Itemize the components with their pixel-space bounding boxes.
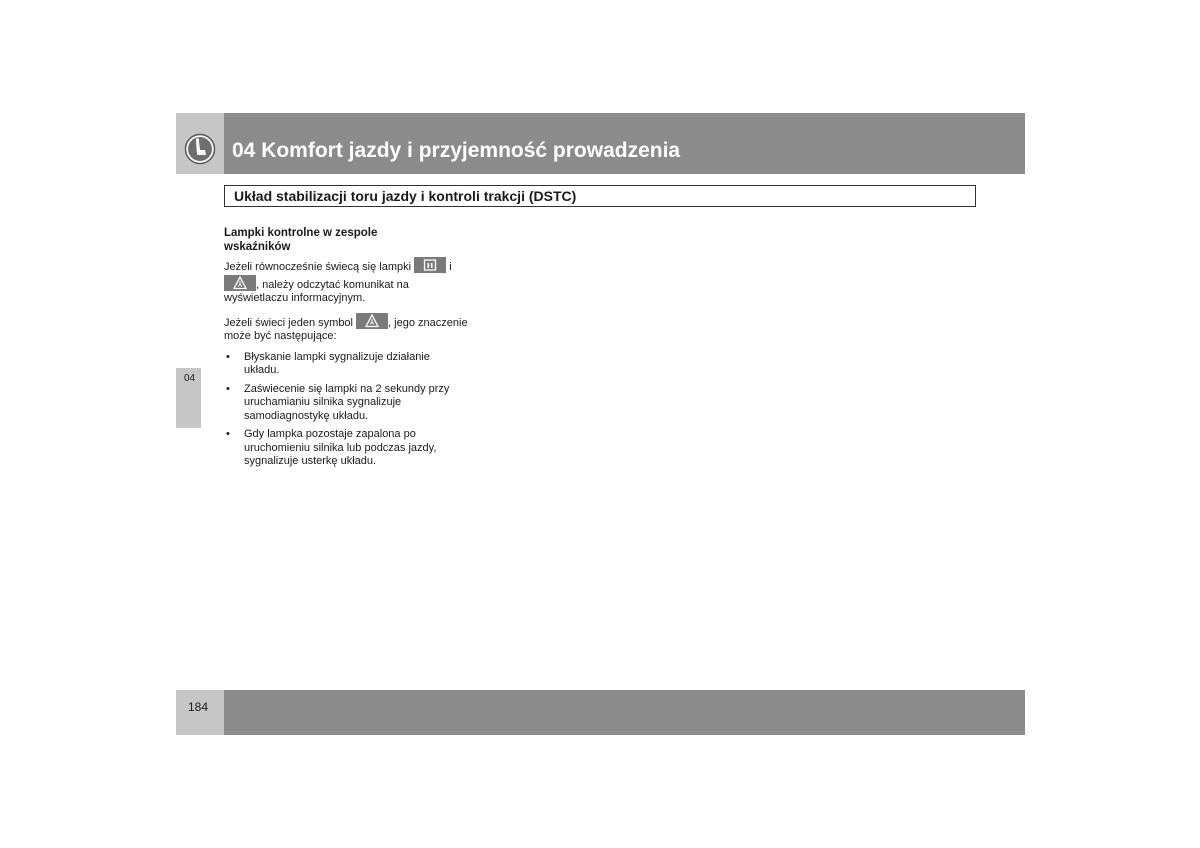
paragraph-1: [224, 257, 469, 306]
chapter-title: 04 Komfort jazdy i przyjemność prowadzenia: [232, 139, 681, 162]
main-content: [224, 226, 469, 474]
list-item: [224, 351, 460, 378]
bullet-text: Błyskanie lampki sygnalizuje działanie układu.: [244, 350, 430, 376]
page-number: 184: [188, 700, 209, 714]
paragraph-2-before: Jeżeli świeci jeden symbol: [224, 316, 353, 329]
paragraph-1-before: Jeżeli równocześnie świecą się lampki: [224, 261, 412, 273]
bullet-text: Gdy lampka pozostaje zapalona po uruchomieniu silnika lub podczas jazdy, sygnalizuje usterkę układu.: [244, 428, 437, 467]
bullet-dot: •: [226, 350, 230, 363]
bullet-text: Zaświecenie się lampki na 2 sekundy przy uruchamianiu silnika sygnalizuje samodiagnostykę układu.: [244, 382, 450, 422]
subheading: Lampki kontrolne w zespole wskaźników: [224, 227, 378, 253]
paragraph-1-after: , należy odczytać komunikat na wyświetlaczu informacyjnym.: [224, 278, 409, 304]
seat-icon: [184, 133, 216, 165]
paragraph-2-after: , jego znaczenie może być następujące:: [224, 316, 468, 342]
section-title-box: [224, 185, 976, 207]
paragraph-1-between: i: [449, 261, 452, 273]
list-item: [224, 428, 460, 469]
bullet-list: [224, 351, 469, 469]
info-lamp-icon: [414, 257, 446, 273]
paragraph-2: [224, 313, 469, 344]
bullet-dot: •: [226, 382, 230, 395]
bullet-dot: •: [226, 428, 230, 440]
skid-warning-lamp-icon: [356, 313, 388, 329]
list-item: [224, 383, 460, 424]
section-title: Układ stabilizacji toru jazdy i kontroli trakcji (DSTC): [234, 188, 577, 204]
skid-warning-lamp-icon: [224, 275, 256, 291]
chapter-side-tab-label: 04: [184, 373, 196, 384]
footer-bar: [224, 690, 1025, 735]
